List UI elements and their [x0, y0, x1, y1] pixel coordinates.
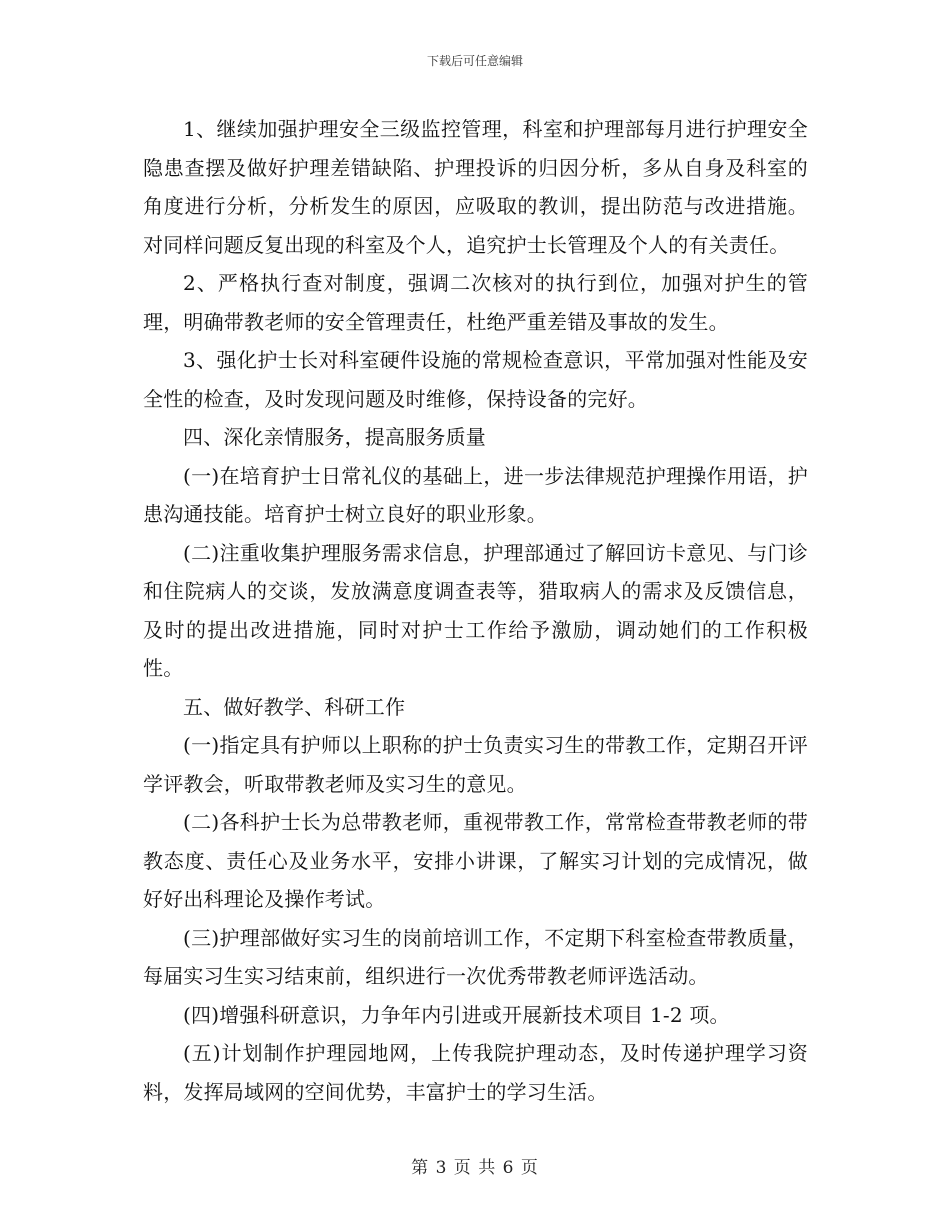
page-number: 第 3 页 共 6 页	[411, 1158, 539, 1178]
paragraph-5-2: (二)各科护士长为总带教老师，重视带教工作，常常检查带教老师的带教态度、责任心及业务水平，安排小讲课，了解实习计划的完成情况，做好好出科理论及操作考试。	[143, 810, 808, 911]
paragraph-5-1: (一)指定具有护师以上职称的护士负责实习生的带教工作，定期召开评学评教会，听取带教老师及实习生的意见。	[143, 733, 808, 796]
section-heading-5: 五、做好教学、科研工作	[183, 694, 406, 719]
paragraph-5-5: (五)计划制作护理园地网，上传我院护理动态，及时传递护理学习资料，发挥局域网的空间优势，丰富护士的学习生活。	[143, 1041, 808, 1104]
page-header-note: 下载后可任意编辑	[426, 54, 523, 68]
paragraph-3: 3、强化护士长对科室硬件设施的常规检查意识，平常加强对性能及安全性的检查，及时发现问题及时维修，保持设备的完好。	[143, 348, 808, 411]
paragraph-5-4: (四)增强科研意识，力争年内引进或开展新技术项目 1-2 项。	[183, 1002, 730, 1027]
paragraph-2: 2、严格执行查对制度，强调二次核对的执行到位，加强对护生的管理，明确带教老师的安全管理责任，杜绝严重差错及事故的发生。	[143, 271, 808, 334]
paragraph-4-1: (一)在培育护士日常礼仪的基础上，进一步法律规范护理操作用语，护患沟通技能。培育护士树立良好的职业形象。	[143, 463, 808, 526]
paragraph-1: 1、继续加强护理安全三级监控管理，科室和护理部每月进行护理安全隐患查摆及做好护理差错缺陷、护理投诉的归因分析，多从自身及科室的角度进行分析，分析发生的原因，应吸取的教训，提出防范与改进措施。对同样问题反复出现的科室及个人，追究护士长管理及个人的有关责任。	[143, 117, 808, 257]
section-heading-4: 四、深化亲情服务，提高服务质量	[183, 425, 486, 449]
paragraph-4-2: (二)注重收集护理服务需求信息，护理部通过了解回访卡意见、与门诊和住院病人的交谈，发放满意度调查表等，猎取病人的需求及反馈信息，及时的提出改进措施，同时对护士工作给予激励，调动她们的工作积极性。	[143, 540, 808, 680]
document-body	[143, 110, 808, 1111]
paragraph-5-3: (三)护理部做好实习生的岗前培训工作，不定期下科室检查带教质量，每届实习生实习结束前，组织进行一次优秀带教老师评选活动。	[143, 925, 808, 988]
